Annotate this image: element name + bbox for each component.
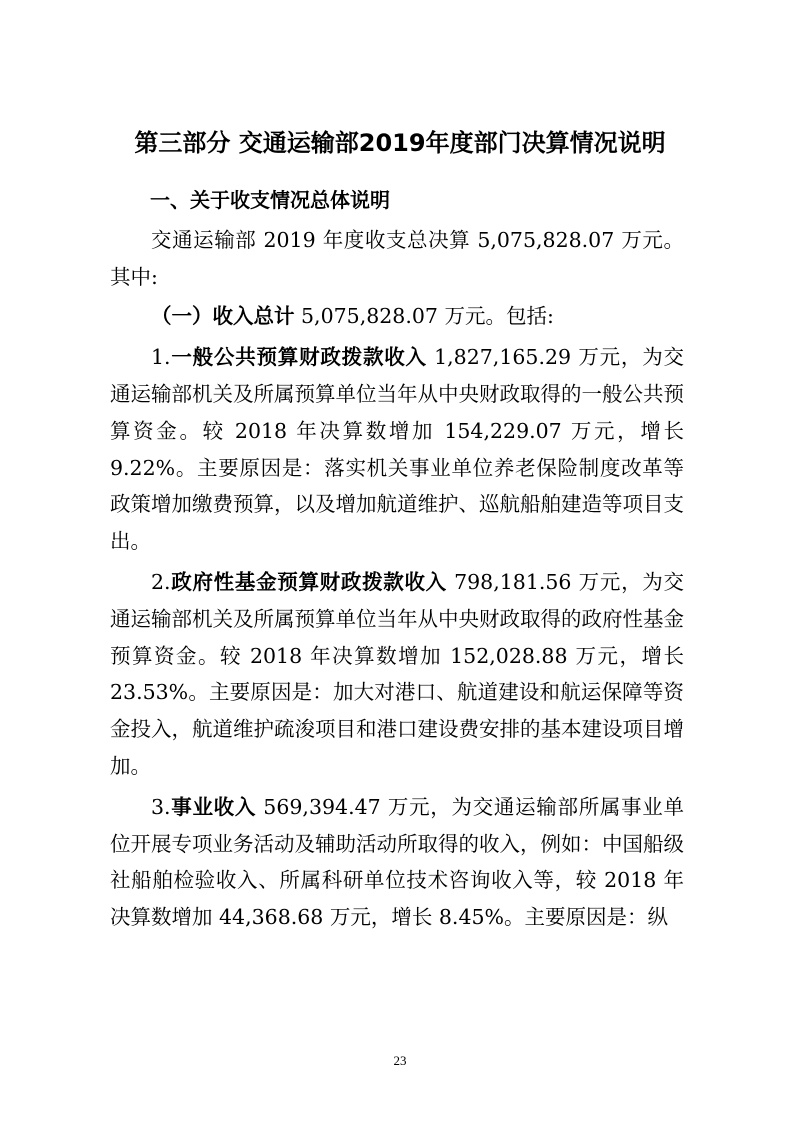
item-text: 569,394.47 万元，为交通运输部所属事业单位开展专项业务活动及辅助活动所取得的收入，例如：中国船级社船舶检验收入、所属科研单位技术咨询收入等，较 2018 年决算数增加 44,368.68 万元，增长 8.45%。主要原因是：纵 bbox=[110, 794, 684, 930]
intro-paragraph: 交通运输部 2019 年度收支总决算 5,075,828.07 万元。其中: bbox=[110, 227, 684, 289]
page-title: 第三部分 交通运输部2019年度部门决算情况说明 bbox=[134, 129, 666, 157]
item-number: 2. bbox=[151, 569, 171, 594]
item-business-income bbox=[110, 789, 684, 936]
item-number: 1. bbox=[151, 345, 171, 370]
document-body bbox=[110, 182, 684, 936]
item-government-fund bbox=[110, 564, 684, 785]
item-number: 3. bbox=[151, 794, 171, 819]
item-label: 政府性基金预算财政拨款收入 bbox=[170, 569, 447, 594]
item-text: 1,827,165.29 万元，为交通运输部机关及所属预算单位当年从中央财政取得的一般公共预算资金。较 2018 年决算数增加 154,229.07 万元，增长 9.22%。主要原因是：落实机关事业单位养老保险制度改革等政策增加缴费预算，以及增加航道维护、巡航船舶建造等项目支出。 bbox=[110, 345, 685, 554]
item-general-budget bbox=[110, 339, 684, 560]
item-text: 798,181.56 万元，为交通运输部机关及所属预算单位当年从中央财政取得的政府性基金预算资金。较 2018 年决算数增加 152,028.88 万元，增长 23.53%。主要原因是：加大对港口、航道建设和航运保障等资金投入，航道维护疏浚项目和港口建设费安排的基本建设项目增加。 bbox=[110, 569, 684, 778]
income-total-paragraph bbox=[110, 298, 684, 335]
page-number: 23 bbox=[393, 1053, 407, 1068]
section-heading: 一、关于收支情况总体说明 bbox=[150, 188, 390, 212]
item-label: 事业收入 bbox=[170, 794, 257, 819]
income-total-text: 5,075,828.07 万元。包括: bbox=[294, 304, 554, 329]
item-label: 一般公共预算财政拨款收入 bbox=[170, 345, 427, 370]
income-total-label: （一）收入总计 bbox=[151, 304, 295, 329]
